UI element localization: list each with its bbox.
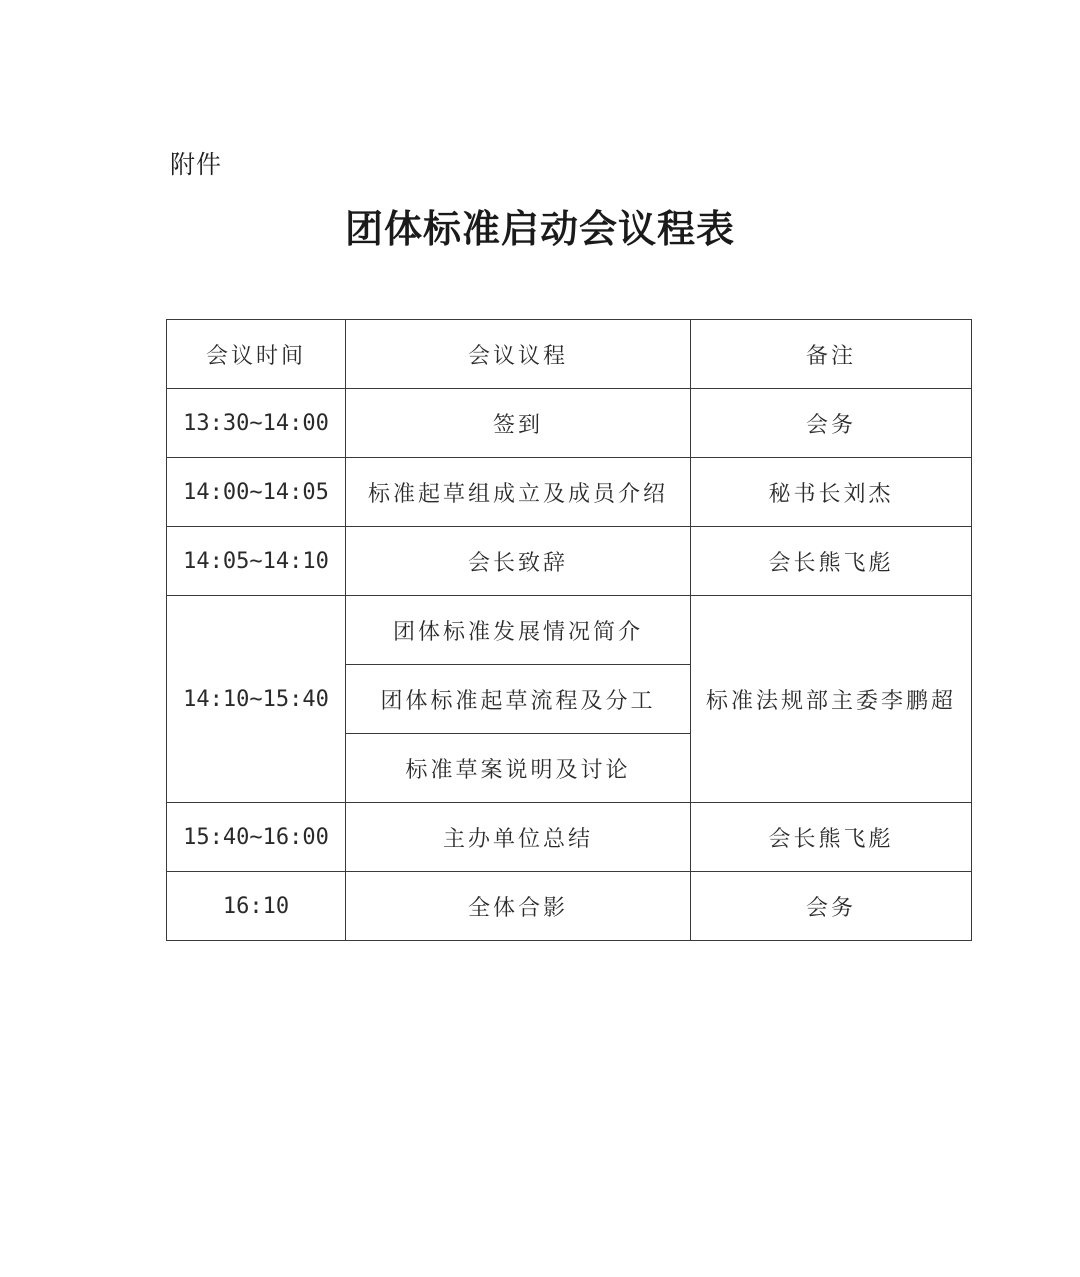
agenda-table (166, 319, 972, 941)
row-time: 15:40~16:00 (167, 803, 346, 872)
row-note: 会务 (691, 872, 972, 941)
document-title: 团体标准启动会议程表 (344, 206, 735, 251)
table-row (167, 458, 972, 527)
row-agenda: 签到 (346, 389, 691, 458)
row-note: 会务 (691, 389, 972, 458)
row-note: 标准法规部主委李鹏超 (691, 596, 972, 803)
header-agenda: 会议议程 (346, 320, 691, 389)
table-row (167, 872, 972, 941)
header-time: 会议时间 (167, 320, 346, 389)
table-row (167, 803, 972, 872)
table-row (167, 527, 972, 596)
row-note: 会长熊飞彪 (691, 527, 972, 596)
row-agenda: 标准起草组成立及成员介绍 (346, 458, 691, 527)
row-agenda: 会长致辞 (346, 527, 691, 596)
row-note: 秘书长刘杰 (691, 458, 972, 527)
table-row (167, 596, 972, 665)
row-time: 16:10 (167, 872, 346, 941)
row-agenda: 标准草案说明及讨论 (346, 734, 691, 803)
row-agenda: 团体标准发展情况简介 (346, 596, 691, 665)
row-time: 13:30~14:00 (167, 389, 346, 458)
table-row (167, 389, 972, 458)
row-agenda: 团体标准起草流程及分工 (346, 665, 691, 734)
row-time: 14:05~14:10 (167, 527, 346, 596)
table-header-row (167, 320, 972, 389)
row-agenda: 主办单位总结 (346, 803, 691, 872)
row-note: 会长熊飞彪 (691, 803, 972, 872)
row-agenda: 全体合影 (346, 872, 691, 941)
attachment-label: 附件 (170, 150, 223, 179)
row-time: 14:10~15:40 (167, 596, 346, 803)
header-note: 备注 (691, 320, 972, 389)
row-time: 14:00~14:05 (167, 458, 346, 527)
